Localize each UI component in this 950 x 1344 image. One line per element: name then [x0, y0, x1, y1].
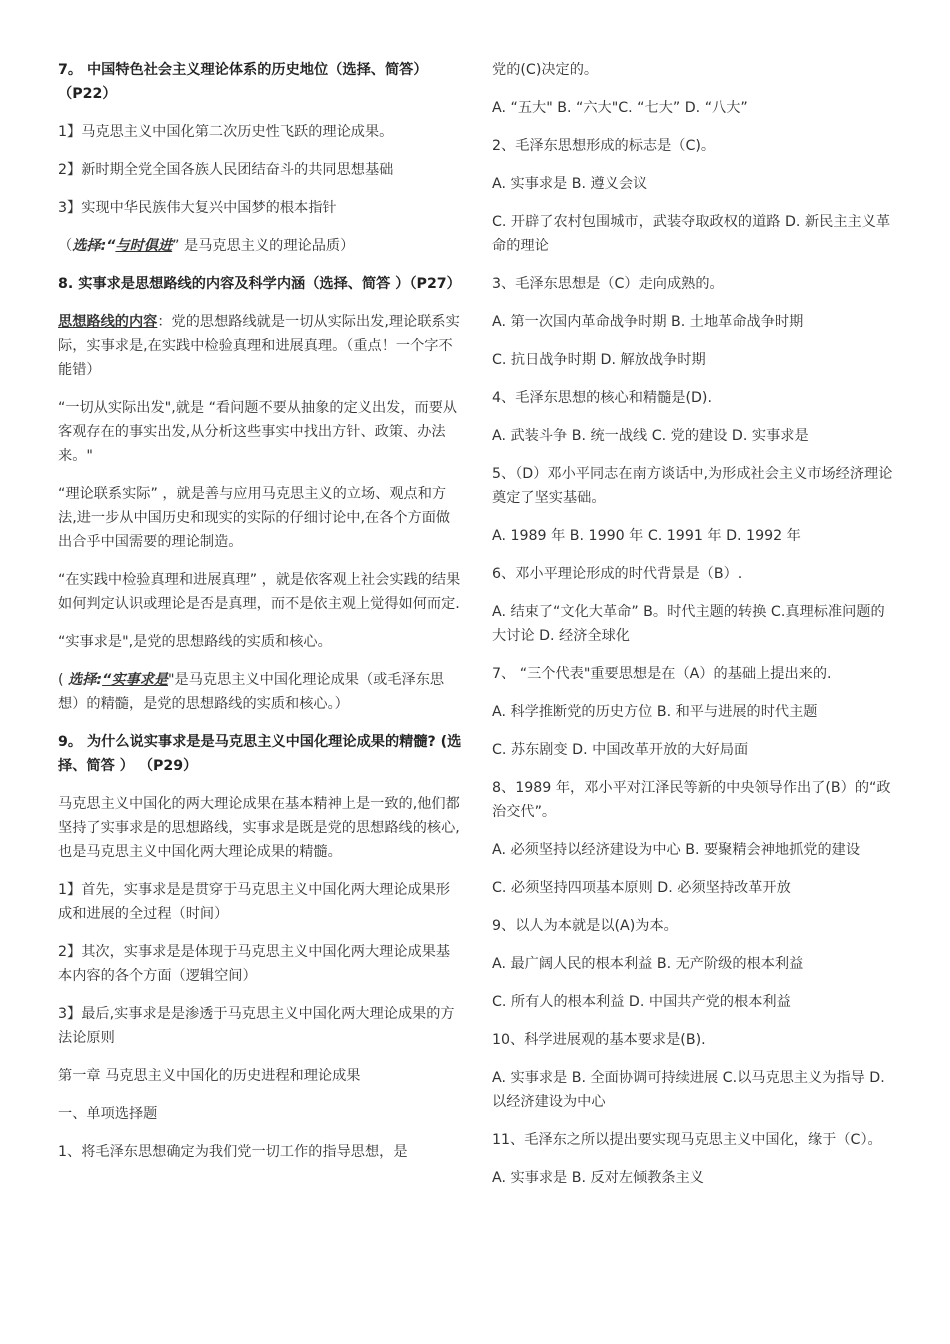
section-8-para-1: “一切从实际出发",就是 “看问题不要从抽象的定义出发，而要从客观存在的事实出发,从分析这些事实中找出方针、政策、办法来。" [58, 400, 458, 464]
question-3: 3、毛泽东思想是（C）走向成熟的。 [492, 276, 724, 292]
question-1: 1、将毛泽东思想确定为我们党一切工作的指导思想，是 [58, 1144, 408, 1160]
question-1-continued: 党的(C)决定的。 [492, 62, 599, 78]
question-4: 4、毛泽东思想的核心和精髓是(D). [492, 390, 712, 406]
question-9-options-b: C. 所有人的根本利益 D. 中国共产党的根本利益 [492, 994, 791, 1010]
note-rest: ” 是马克思主义的理论品质） [172, 238, 355, 254]
question-8-options-a: A. 必须坚持以经济建设为中心 B. 要聚精会神地抓党的建设 [492, 842, 861, 858]
section-7-point-3: 3】实现中华民族伟大复兴中国梦的根本指针 [58, 200, 337, 216]
question-9: 9、以人为本就是以(A)为本。 [492, 918, 678, 934]
question-9-options-a: A. 最广阔人民的根本利益 B. 无产阶级的根本利益 [492, 956, 804, 972]
section-7-point-2: 2】新时期全党全国各族人民团结奋斗的共同思想基础 [58, 162, 394, 178]
section-9-title: 9。 为什么说实事求是是马克思主义中国化理论成果的精髓? (选择、简答 ） （P29） [58, 734, 462, 774]
chapter-title: 第一章 马克思主义中国化的历史进程和理论成果 [58, 1068, 361, 1084]
section-9-intro: 马克思主义中国化的两大理论成果在基本精神上是一致的,他们都坚持了实事求是的思想路线，实事求是既是党的思想路线的核心,也是马克思主义中国化两大理论成果的精髓。 [58, 796, 460, 860]
question-1-options: A. “五大" B. “六大"C. “七大” D. “八大” [492, 100, 748, 116]
question-6-options: A. 结束了“文化大革命” B。时代主题的转换 C.真理标准问题的大讨论 D. 经济全球化 [492, 604, 885, 644]
note-term: “实事求是 [102, 672, 168, 688]
question-11-options: A. 实事求是 B. 反对左倾教条主义 [492, 1170, 704, 1186]
note-open: ( [58, 672, 69, 688]
section-8-note [58, 668, 464, 716]
section-9-point-3: 3】最后,实事求是是渗透于马克思主义中国化两大理论成果的方法论原则 [58, 1006, 455, 1046]
section-9-point-2: 2】其次，实事求是是体现于马克思主义中国化两大理论成果基本内容的各个方面（逻辑空间） [58, 944, 451, 984]
section-7-title: 7。 中国特色社会主义理论体系的历史地位（选择、简答） （P22） [58, 62, 428, 102]
section-7-point-1: 1】马克思主义中国化第二次历史性飞跃的理论成果。 [58, 124, 394, 140]
section-heading: 一、单项选择题 [58, 1106, 158, 1122]
question-2-options-b: C. 开辟了农村包围城市，武装夺取政权的道路 D. 新民主主义革命的理论 [492, 214, 891, 254]
question-11: 11、毛泽东之所以提出要实现马克思主义中国化，缘于（C）。 [492, 1132, 882, 1148]
section-8-title: 8. 实事求是思想路线的内容及科学内涵（选择、简答 ）（P27） [58, 276, 461, 292]
right-column [492, 58, 894, 1204]
section-7-note [58, 234, 464, 258]
question-4-options: A. 武装斗争 B. 统一战线 C. 党的建设 D. 实事求是 [492, 428, 809, 444]
question-2-options-a: A. 实事求是 B. 遵义会议 [492, 176, 648, 192]
section-8-para-4: “实事求是",是党的思想路线的实质和核心。 [58, 634, 332, 650]
definition-label: 思想路线的内容 [58, 314, 158, 330]
section-8-definition [58, 310, 464, 382]
question-8: 8、1989 年，邓小平对江泽民等新的中央领导作出了(B）的“政治交代”。 [492, 780, 891, 820]
question-10-options: A. 实事求是 B. 全面协调可持续进展 C.以马克思主义为指导 D. 以经济建设为中心 [492, 1070, 885, 1110]
question-10: 10、科学进展观的基本要求是(B). [492, 1032, 706, 1048]
question-6: 6、邓小平理论形成的时代背景是（B）. [492, 566, 743, 582]
definition-text: ：党的思想路线就是一切从实际出发,理论联系实际，实事求是,在实践中检验真理和进展真理。（重点！一个字不能错） [58, 314, 460, 378]
note-label: 选择: [68, 672, 103, 688]
left-column [58, 58, 464, 1178]
note-label: 选择:“ [72, 238, 116, 254]
question-3-options-b: C. 抗日战争时期 D. 解放战争时期 [492, 352, 706, 368]
question-5-options: A. 1989 年 B. 1990 年 C. 1991 年 D. 1992 年 [492, 528, 801, 544]
question-3-options-a: A. 第一次国内革命战争时期 B. 土地革命战争时期 [492, 314, 804, 330]
question-7-options-b: C. 苏东剧变 D. 中国改革开放的大好局面 [492, 742, 749, 758]
question-2: 2、毛泽东思想形成的标志是（C)。 [492, 138, 716, 154]
question-8-options-b: C. 必须坚持四项基本原则 D. 必须坚持改革开放 [492, 880, 791, 896]
section-8-para-2: “理论联系实际” ，就是善与应用马克思主义的立场、观点和方法,进一步从中国历史和现实的实际的仔细讨论中,在各个方面做出合乎中国需要的理论制造。 [58, 486, 451, 550]
question-7-options-a: A. 科学推断党的历史方位 B. 和平与进展的时代主题 [492, 704, 818, 720]
question-7: 7、 “三个代表"重要思想是在（A）的基础上提出来的. [492, 666, 832, 682]
section-8-para-3: “在实践中检验真理和进展真理” ，就是依客观上社会实践的结果如何判定认识或理论是否是真理，而不是依主观上觉得如何而定. [58, 572, 461, 612]
section-9-point-1: 1】首先，实事求是是贯穿于马克思主义中国化两大理论成果形成和进展的全过程（时间） [58, 882, 451, 922]
note-term: 与时俱进 [115, 238, 173, 254]
note-rest: "是马克思主义中国化理论成果（或毛泽东思想）的精髓，是党的思想路线的实质和核心。） [58, 672, 445, 712]
note-open: （ [58, 238, 73, 254]
question-5: 5、（D）邓小平同志在南方谈话中,为形成社会主义市场经济理论奠定了坚实基础。 [492, 466, 893, 506]
